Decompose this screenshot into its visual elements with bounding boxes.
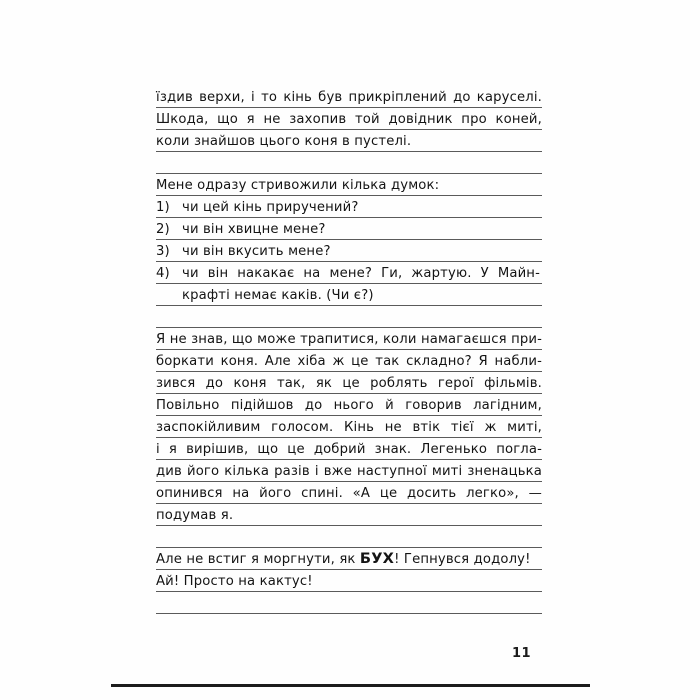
text-line-content: і я вирішив, що це добрий знак. Легенько погла- [156, 442, 542, 457]
list-item-marker: 3) [156, 244, 170, 259]
text-line [156, 482, 542, 504]
text-line [156, 174, 542, 196]
text-line-content: Шкода, що я не захопив той довідник про коней, [156, 112, 542, 127]
list-item-continuation [156, 284, 542, 306]
blank-rule-line [156, 306, 542, 328]
text-line [156, 130, 542, 152]
text-line [156, 460, 542, 482]
text-line-content: боркати коня. Але хіба ж це так складно? Я набли- [156, 354, 542, 369]
text-line [156, 394, 542, 416]
text-line [156, 438, 542, 460]
blank-rule-line [156, 526, 542, 548]
list-item-marker: 1) [156, 200, 170, 215]
list-item-content [156, 222, 542, 237]
list-item-content [156, 244, 542, 259]
list-item [156, 196, 542, 218]
list-item-continuation-label: крафті немає каків. (Чи є?) [182, 288, 374, 303]
text-line-content: заспокійливим голосом. Кінь не втік тієї ж миті, [156, 420, 542, 435]
list-item-marker: 2) [156, 222, 170, 237]
text-line [156, 372, 542, 394]
text-line [156, 504, 542, 526]
text-line-content: коли знайшов цього коня в пустелі. [156, 134, 412, 149]
list-item [156, 218, 542, 240]
text-line-content: Я не знав, що може трапитися, коли намагаєшся при- [156, 332, 542, 347]
list-item-continuation-content [156, 288, 542, 303]
text-line-content: Повільно підійшов до нього й говорив лагідним, [156, 398, 542, 413]
text-line-content: подумав я. [156, 508, 234, 523]
text-line-with-emphasis [156, 548, 542, 570]
list-item-content [156, 200, 542, 215]
bottom-rule [111, 684, 590, 687]
blank-rule-line [156, 592, 542, 614]
shout-word: БУХ [359, 550, 395, 567]
text-line-content: зився до коня так, як це роблять герої фільмів. [156, 376, 542, 391]
list-item-marker: 4) [156, 266, 170, 281]
list-item-label: чи він хвицне мене? [182, 222, 326, 237]
list-item [156, 240, 542, 262]
text-line-content: опинився на його спині. «А це досить легко», — [156, 486, 542, 501]
list-item-label: чи цей кінь приручений? [182, 200, 359, 215]
text-line-content: див його кілька разів і вже наступної миті зненацька [156, 464, 542, 479]
list-item [156, 262, 542, 284]
list-item-content [156, 266, 542, 281]
text-line-content [156, 551, 542, 567]
text-line [156, 416, 542, 438]
text-line [156, 328, 542, 350]
page-number: 11 [512, 646, 532, 661]
list-item-label: чи він накакає на мене? Ги, жартую. У Майн- [182, 266, 540, 281]
text-line-content: їздив верхи, і то кінь був прикріплений до каруселі. [156, 90, 542, 105]
text-line [156, 350, 542, 372]
blank-rule-line [156, 152, 542, 174]
page-text-block [156, 86, 542, 614]
shout-prefix: Але не встиг я моргнути, як [156, 552, 360, 567]
text-line [156, 570, 542, 592]
text-line [156, 108, 542, 130]
text-line-content: Мене одразу стривожили кілька думок: [156, 178, 440, 193]
text-line-content: Ай! Просто на кактус! [156, 574, 313, 589]
list-item-label: чи він вкусить мене? [182, 244, 331, 259]
text-line [156, 86, 542, 108]
shout-suffix: ! Гепнувся додолу! [394, 552, 531, 567]
